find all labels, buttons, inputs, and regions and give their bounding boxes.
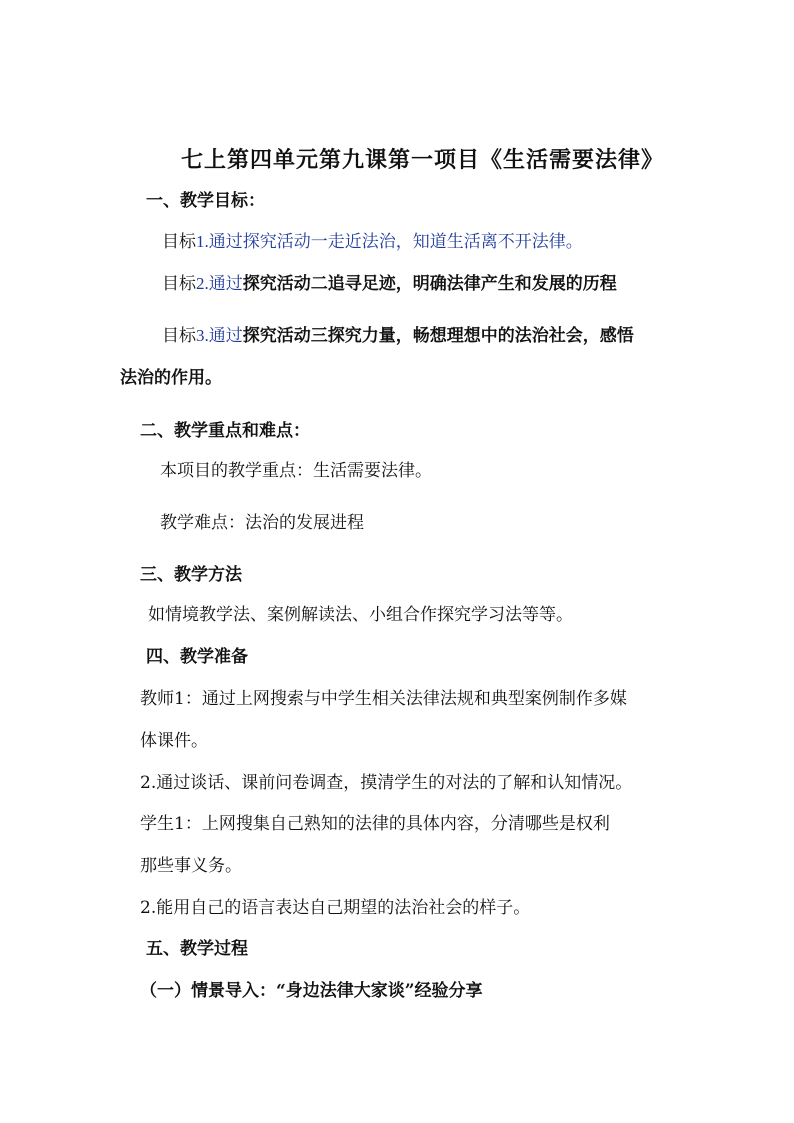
objective-3-text: 探究活动三探究力量，畅想理想中的法治社会，感悟: [242, 326, 634, 346]
objective-1-text: 通过探究活动一走近法治，知道生活离不开法律。: [208, 232, 583, 252]
key-points-heading: 二、教学重点和难点：: [140, 421, 310, 441]
objective-1: [162, 231, 583, 253]
objective-2: [162, 273, 617, 295]
objective-2-text: 探究活动二追寻足迹，明确法律产生和发展的历程: [242, 274, 617, 294]
teacher-prep-2: 2.通过谈话、课前问卷调查，摸清学生的对法的了解和认知情况。: [140, 773, 633, 793]
objectives-heading: 一、教学目标：: [146, 191, 265, 211]
document-title: 七上第四单元第九课第一项目《生活需要法律》: [181, 147, 665, 173]
process-heading: 五、教学过程: [146, 939, 248, 959]
student-prep-1: 学生1：上网搜集自己熟知的法律的具体内容，分清哪些是权利: [140, 814, 610, 834]
objective-3: [162, 325, 634, 347]
preparation-heading: 四、教学准备: [146, 647, 248, 667]
methods-text: 如情境教学法、案例解读法、小组合作探究学习法等等。: [148, 605, 573, 625]
objective-3-continuation: 法治的作用。: [120, 368, 222, 388]
objective-2-number: 2.: [196, 274, 209, 293]
student-prep-2: 2.能用自己的语言表达自己期望的法治社会的样子。: [140, 898, 531, 918]
methods-heading: 三、教学方法: [140, 565, 242, 585]
objective-2-pre: 通过: [208, 274, 243, 294]
process-subheading-1: （一）情景导入：“身边法律大家谈”经验分享: [140, 981, 483, 1001]
objective-3-number: 3.: [196, 326, 209, 345]
teaching-focus: 本项目的教学重点：生活需要法律。: [160, 461, 432, 481]
objective-2-prefix: 目标: [162, 274, 196, 294]
objective-1-number: 1.: [196, 232, 209, 251]
objective-3-prefix: 目标: [162, 326, 196, 346]
objective-3-pre: 通过: [208, 326, 243, 346]
teacher-prep-1: 教师1：通过上网搜索与中学生相关法律法规和典型案例制作多媒: [140, 689, 627, 709]
student-prep-1-continuation: 那些事义务。: [140, 856, 242, 876]
teaching-difficulty: 教学难点：法治的发展进程: [160, 513, 364, 533]
teacher-prep-1-continuation: 体课件。: [140, 731, 208, 751]
objective-1-prefix: 目标: [162, 232, 196, 252]
